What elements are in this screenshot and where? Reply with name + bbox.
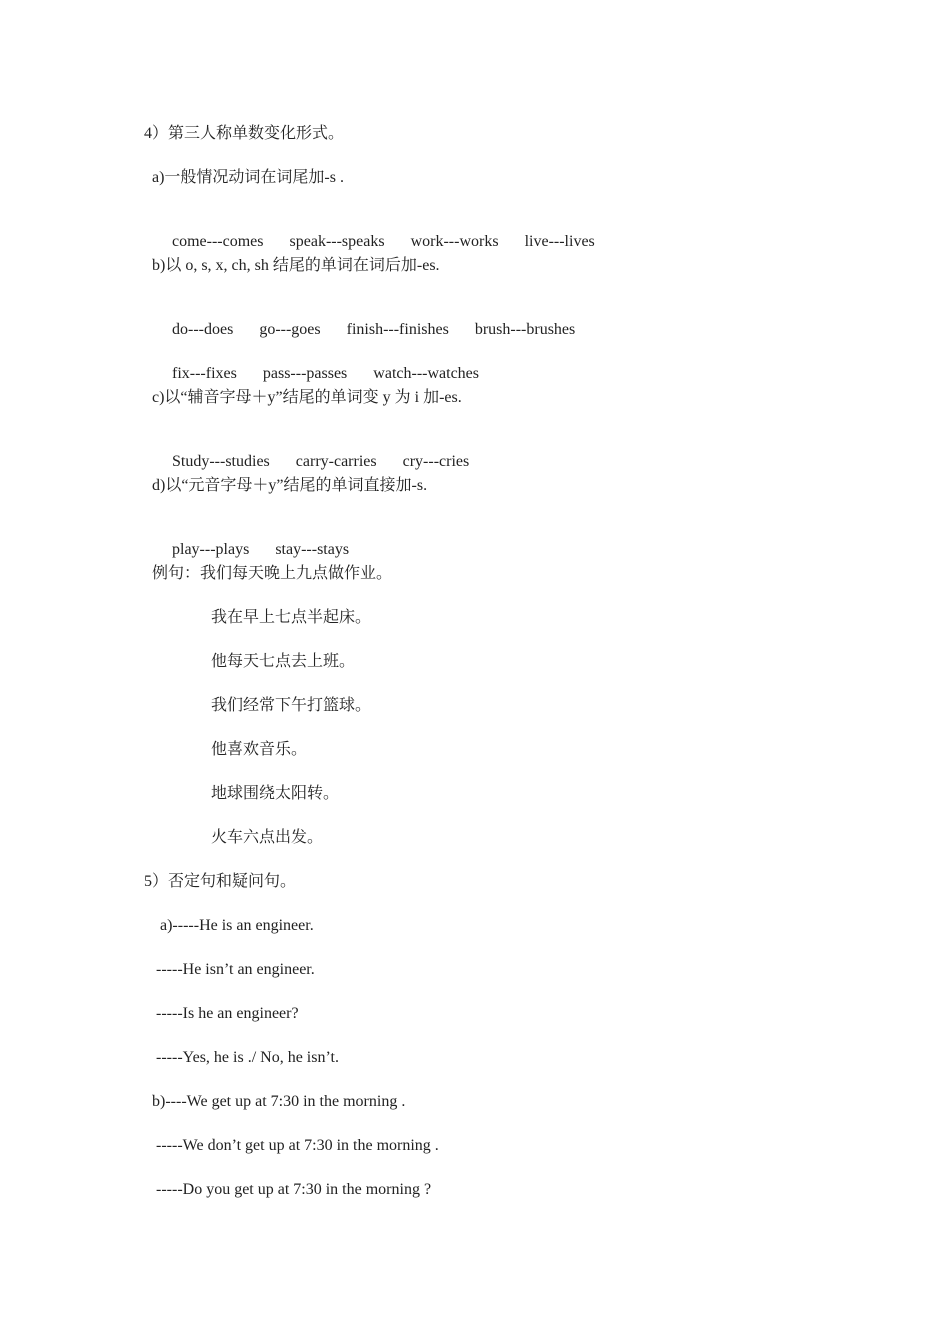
example-word: watch---watches	[373, 365, 479, 382]
example-word: go---goes	[259, 321, 321, 338]
example-word: Study---studies	[172, 453, 270, 470]
example-sentence: 我们经常下午打篮球。	[211, 697, 372, 714]
part-a-line: -----Is he an engineer?	[156, 1005, 299, 1022]
rule-c-text: c)以“辅音字母＋y”结尾的单词变 y 为 i 加-es.	[152, 389, 462, 406]
example-sentence: 我在早上七点半起床。	[211, 609, 372, 626]
part-b-line: -----Do you get up at 7:30 in the morning ?	[156, 1181, 432, 1198]
part-a-line: -----Yes, he is ./ No, he isn’t.	[156, 1049, 339, 1066]
section-5-heading: 5）否定句和疑问句。	[144, 873, 297, 890]
example-word: do---does	[172, 321, 234, 338]
example-word: carry-carries	[295, 453, 377, 470]
example-word: live---lives	[524, 233, 595, 250]
example-word: finish---finishes	[346, 321, 449, 338]
example-sentence: 他喜欢音乐。	[211, 741, 308, 758]
example-word: fix---fixes	[172, 365, 237, 382]
part-b-line: -----We don’t get up at 7:30 in the morning .	[156, 1137, 439, 1154]
example-sentence: 地球围绕太阳转。	[211, 785, 340, 802]
example-word: come---comes	[172, 233, 264, 250]
rule-b-text: b)以 o, s, x, ch, sh 结尾的单词在词后加-es.	[152, 257, 440, 274]
rule-a-text: a)一般情况动词在词尾加-s .	[152, 169, 344, 186]
section-4-heading: 4）第三人称单数变化形式。	[144, 125, 345, 142]
example-sentence: 他每天七点去上班。	[211, 653, 356, 670]
example-word: stay---stays	[275, 541, 350, 558]
example-word: pass---passes	[262, 365, 348, 382]
part-a-line: -----He isn’t an engineer.	[156, 961, 315, 978]
example-word: cry---cries	[402, 453, 470, 470]
example-word: brush---brushes	[474, 321, 576, 338]
rule-d-text: d)以“元音字母＋y”结尾的单词直接加-s.	[152, 477, 428, 494]
example-sentence: 火车六点出发。	[211, 829, 324, 846]
example-word: speak---speaks	[289, 233, 385, 250]
part-b-line: b)----We get up at 7:30 in the morning .	[152, 1093, 406, 1110]
part-a-line: a)-----He is an engineer.	[160, 917, 314, 934]
example-word: play---plays	[172, 541, 250, 558]
example-sentences-label: 例句：我们每天晚上九点做作业。	[152, 565, 393, 582]
example-word: work---works	[410, 233, 499, 250]
